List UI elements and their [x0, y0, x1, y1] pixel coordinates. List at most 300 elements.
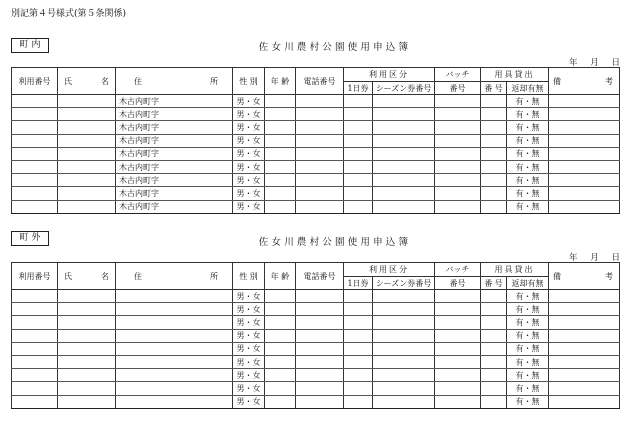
header-rental-no: [481, 277, 507, 290]
table-row: [12, 108, 620, 121]
season-ticket-cell[interactable]: [373, 303, 435, 316]
gender-cell: 男・女: [233, 316, 265, 329]
table-row: [12, 200, 620, 213]
phone-cell[interactable]: [296, 174, 344, 187]
phone-cell[interactable]: [296, 342, 344, 355]
rental-no-cell[interactable]: [481, 134, 507, 147]
header-badge-no: [435, 277, 481, 290]
one-day-ticket-cell[interactable]: [344, 290, 373, 303]
remarks-cell[interactable]: [549, 121, 620, 134]
remarks-cell[interactable]: [549, 342, 620, 355]
phone-cell[interactable]: [296, 160, 344, 173]
age-cell[interactable]: [265, 395, 296, 408]
address-cell: 木古内町字: [116, 108, 233, 121]
user-no-cell[interactable]: [12, 303, 58, 316]
badge-no-cell[interactable]: [435, 316, 481, 329]
age-cell[interactable]: [265, 290, 296, 303]
season-ticket-cell[interactable]: [373, 316, 435, 329]
remarks-cell[interactable]: [549, 369, 620, 382]
name-cell[interactable]: [58, 187, 116, 200]
phone-cell[interactable]: [296, 134, 344, 147]
phone-cell[interactable]: [296, 95, 344, 108]
gender-cell: 男・女: [233, 108, 265, 121]
user-no-cell[interactable]: [12, 95, 58, 108]
header-age: [265, 68, 296, 95]
season-ticket-cell[interactable]: [373, 95, 435, 108]
table-row: [12, 174, 620, 187]
headers-season-text: シーズン券番号: [375, 83, 432, 93]
table-row: [12, 316, 620, 329]
header-badge: [435, 263, 481, 277]
return-status-cell: 有・無: [507, 147, 549, 160]
user-no-cell[interactable]: [12, 174, 58, 187]
age-cell[interactable]: [265, 355, 296, 368]
table-row: [12, 303, 620, 316]
season-ticket-cell[interactable]: [373, 382, 435, 395]
name-cell[interactable]: [58, 174, 116, 187]
headers-rental-group-text: 用具貸出: [494, 265, 535, 274]
address-cell: [116, 290, 233, 303]
phone-cell[interactable]: [296, 147, 344, 160]
rental-no-cell[interactable]: [481, 303, 507, 316]
header-user-no: [12, 68, 58, 95]
user-no-cell[interactable]: [12, 382, 58, 395]
name-cell[interactable]: [58, 395, 116, 408]
headers-name-1-text: 氏: [64, 76, 72, 86]
one-day-ticket-cell[interactable]: [344, 134, 373, 147]
zone-label-text: 町外: [19, 233, 44, 243]
season-ticket-cell[interactable]: [373, 121, 435, 134]
gender-cell: 男・女: [233, 160, 265, 173]
zone-label: [11, 38, 49, 53]
address-cell: 木古内町字: [116, 134, 233, 147]
gender-cell: 男・女: [233, 147, 265, 160]
age-cell[interactable]: [265, 382, 296, 395]
rental-no-cell[interactable]: [481, 160, 507, 173]
name-cell[interactable]: [58, 290, 116, 303]
one-day-ticket-cell[interactable]: [344, 160, 373, 173]
phone-cell[interactable]: [296, 200, 344, 213]
rental-no-cell[interactable]: [481, 382, 507, 395]
rental-no-cell[interactable]: [481, 147, 507, 160]
age-cell[interactable]: [265, 369, 296, 382]
return-status-cell: 有・無: [507, 355, 549, 368]
header-one-day-ticket: [344, 82, 373, 95]
rental-no-cell[interactable]: [481, 187, 507, 200]
name-cell[interactable]: [58, 382, 116, 395]
age-cell[interactable]: [265, 329, 296, 342]
name-cell[interactable]: [58, 134, 116, 147]
gender-cell: 男・女: [233, 200, 265, 213]
gender-cell: 男・女: [233, 329, 265, 342]
year-label: 年: [569, 253, 578, 263]
header-badge: [435, 68, 481, 82]
table-row: [12, 355, 620, 368]
return-status-cell: 有・無: [507, 108, 549, 121]
age-cell[interactable]: [265, 342, 296, 355]
register-table: [11, 262, 620, 409]
header-return-status: [507, 82, 549, 95]
badge-no-cell[interactable]: [435, 134, 481, 147]
remarks-cell[interactable]: [549, 200, 620, 213]
badge-no-cell[interactable]: [435, 329, 481, 342]
header-equipment-rental: [481, 68, 549, 82]
one-day-ticket-cell[interactable]: [344, 395, 373, 408]
phone-cell[interactable]: [296, 329, 344, 342]
headers-name-2-text: 名: [101, 76, 109, 86]
season-ticket-cell[interactable]: [373, 108, 435, 121]
header-badge-no: [435, 82, 481, 95]
table-row: [12, 95, 620, 108]
headers-gender-text: 性 別: [239, 271, 258, 281]
remarks-cell[interactable]: [549, 329, 620, 342]
form-caption: 別記第４号様式(第５条関係): [11, 9, 127, 19]
season-ticket-cell[interactable]: [373, 395, 435, 408]
return-status-cell: 有・無: [507, 342, 549, 355]
table-row: [12, 342, 620, 355]
return-status-cell: 有・無: [507, 174, 549, 187]
headers-addr-2-text: 所: [210, 76, 218, 86]
headers-gender-text: 性 別: [239, 76, 258, 86]
age-cell[interactable]: [265, 316, 296, 329]
headers-phone-text: 電話番号: [303, 271, 336, 281]
address-cell: 木古内町字: [116, 200, 233, 213]
user-no-cell[interactable]: [12, 147, 58, 160]
header-season-ticket-no: [373, 277, 435, 290]
headers-name-2-text: 名: [101, 271, 109, 281]
one-day-ticket-cell[interactable]: [344, 121, 373, 134]
name-cell[interactable]: [58, 329, 116, 342]
table-row: [12, 329, 620, 342]
remarks-cell[interactable]: [549, 355, 620, 368]
badge-no-cell[interactable]: [435, 342, 481, 355]
header-remarks: [549, 68, 620, 95]
remarks-cell[interactable]: [549, 108, 620, 121]
age-cell[interactable]: [265, 303, 296, 316]
address-cell: [116, 395, 233, 408]
header-usage-category: [344, 68, 435, 82]
one-day-ticket-cell[interactable]: [344, 108, 373, 121]
return-status-cell: 有・無: [507, 316, 549, 329]
header-season-ticket-no: [373, 82, 435, 95]
gender-cell: 男・女: [233, 342, 265, 355]
remarks-cell[interactable]: [549, 303, 620, 316]
headers-return-text: 返却有無: [511, 83, 544, 93]
season-ticket-cell[interactable]: [373, 187, 435, 200]
header-gender: [233, 263, 265, 290]
title-text: 佐女川農村公園使用申込簿: [258, 42, 412, 53]
badge-no-cell[interactable]: [435, 174, 481, 187]
zone-label-text: 町内: [19, 40, 44, 50]
address-cell: 木古内町字: [116, 147, 233, 160]
badge-no-cell[interactable]: [435, 382, 481, 395]
remarks-cell[interactable]: [549, 134, 620, 147]
return-status-cell: 有・無: [507, 160, 549, 173]
rental-no-cell[interactable]: [481, 108, 507, 121]
one-day-ticket-cell[interactable]: [344, 316, 373, 329]
headers-badge-1-text: バッチ: [445, 265, 470, 274]
gender-cell: 男・女: [233, 290, 265, 303]
phone-cell[interactable]: [296, 369, 344, 382]
remarks-cell[interactable]: [549, 382, 620, 395]
title-text: 佐女川農村公園使用申込簿: [258, 237, 412, 248]
user-no-cell[interactable]: [12, 134, 58, 147]
header-usage-category: [344, 263, 435, 277]
age-cell[interactable]: [265, 95, 296, 108]
name-cell[interactable]: [58, 121, 116, 134]
gender-cell: 男・女: [233, 382, 265, 395]
gender-cell: 男・女: [233, 369, 265, 382]
remarks-cell[interactable]: [549, 95, 620, 108]
rental-no-cell[interactable]: [481, 395, 507, 408]
return-status-cell: 有・無: [507, 303, 549, 316]
badge-no-cell[interactable]: [435, 303, 481, 316]
one-day-ticket-cell[interactable]: [344, 382, 373, 395]
rental-no-cell[interactable]: [481, 174, 507, 187]
headers-remarks-2-text: 考: [605, 76, 613, 86]
user-no-cell[interactable]: [12, 121, 58, 134]
zone-label: [11, 231, 49, 246]
return-status-cell: 有・無: [507, 121, 549, 134]
address-cell: 木古内町字: [116, 187, 233, 200]
headers-rental-group-text: 用具貸出: [494, 70, 535, 79]
season-ticket-cell[interactable]: [373, 200, 435, 213]
headers-age-text: 年 齢: [270, 76, 290, 86]
rental-no-cell[interactable]: [481, 316, 507, 329]
headers-one-day-text: 1日券: [347, 83, 369, 93]
name-cell[interactable]: [58, 160, 116, 173]
one-day-ticket-cell[interactable]: [344, 147, 373, 160]
user-no-cell[interactable]: [12, 329, 58, 342]
one-day-ticket-cell[interactable]: [344, 95, 373, 108]
badge-no-cell[interactable]: [435, 147, 481, 160]
badge-no-cell[interactable]: [435, 200, 481, 213]
one-day-ticket-cell[interactable]: [344, 355, 373, 368]
name-cell[interactable]: [58, 95, 116, 108]
day-label: 日: [611, 253, 620, 263]
year-label: 年: [569, 58, 578, 68]
header-address: [116, 68, 233, 95]
phone-cell[interactable]: [296, 187, 344, 200]
gender-cell: 男・女: [233, 121, 265, 134]
return-status-cell: 有・無: [507, 187, 549, 200]
season-ticket-cell[interactable]: [373, 134, 435, 147]
age-cell[interactable]: [265, 121, 296, 134]
season-ticket-cell[interactable]: [373, 329, 435, 342]
badge-no-cell[interactable]: [435, 355, 481, 368]
user-no-cell[interactable]: [12, 355, 58, 368]
badge-no-cell[interactable]: [435, 290, 481, 303]
address-cell: [116, 369, 233, 382]
user-no-cell[interactable]: [12, 369, 58, 382]
rental-no-cell[interactable]: [481, 290, 507, 303]
age-cell[interactable]: [265, 160, 296, 173]
month-label: 月: [590, 58, 599, 68]
header-phone: [296, 68, 344, 95]
age-cell[interactable]: [265, 200, 296, 213]
table-row: [12, 290, 620, 303]
remarks-cell[interactable]: [549, 147, 620, 160]
headers-rental-no-text: 番 号: [484, 83, 503, 93]
season-ticket-cell[interactable]: [373, 160, 435, 173]
badge-no-cell[interactable]: [435, 108, 481, 121]
table-row: [12, 147, 620, 160]
user-no-cell[interactable]: [12, 290, 58, 303]
headers-remarks-2-text: 考: [605, 271, 613, 281]
one-day-ticket-cell[interactable]: [344, 174, 373, 187]
headers-age-text: 年 齢: [270, 271, 290, 281]
one-day-ticket-cell[interactable]: [344, 187, 373, 200]
season-ticket-cell[interactable]: [373, 369, 435, 382]
headers-name-1-text: 氏: [64, 271, 72, 281]
phone-cell[interactable]: [296, 121, 344, 134]
rental-no-cell[interactable]: [481, 200, 507, 213]
rental-no-cell[interactable]: [481, 121, 507, 134]
headers-season-text: シーズン券番号: [375, 278, 432, 288]
return-status-cell: 有・無: [507, 329, 549, 342]
season-ticket-cell[interactable]: [373, 290, 435, 303]
address-cell: 木古内町字: [116, 160, 233, 173]
register-title: [230, 39, 440, 53]
return-status-cell: 有・無: [507, 200, 549, 213]
user-no-cell[interactable]: [12, 108, 58, 121]
name-cell[interactable]: [58, 303, 116, 316]
phone-cell[interactable]: [296, 303, 344, 316]
headers-remarks-1-text: 備: [553, 271, 561, 281]
name-cell[interactable]: [58, 316, 116, 329]
remarks-cell[interactable]: [549, 290, 620, 303]
register-title: [230, 234, 440, 248]
user-no-cell[interactable]: [12, 200, 58, 213]
badge-no-cell[interactable]: [435, 160, 481, 173]
badge-no-cell[interactable]: [435, 121, 481, 134]
header-return-status: [507, 277, 549, 290]
season-ticket-cell[interactable]: [373, 342, 435, 355]
headers-rental-no-text: 番 号: [484, 278, 503, 288]
gender-cell: 男・女: [233, 95, 265, 108]
user-no-cell[interactable]: [12, 342, 58, 355]
headers-usage-group-text: 利用区分: [369, 70, 409, 79]
phone-cell[interactable]: [296, 355, 344, 368]
table-row: [12, 382, 620, 395]
return-status-cell: 有・無: [507, 134, 549, 147]
user-no-cell[interactable]: [12, 395, 58, 408]
age-cell[interactable]: [265, 174, 296, 187]
phone-cell[interactable]: [296, 382, 344, 395]
badge-no-cell[interactable]: [435, 95, 481, 108]
one-day-ticket-cell[interactable]: [344, 329, 373, 342]
name-cell[interactable]: [58, 342, 116, 355]
address-cell: [116, 316, 233, 329]
rental-no-cell[interactable]: [481, 95, 507, 108]
name-cell[interactable]: [58, 108, 116, 121]
remarks-cell[interactable]: [549, 316, 620, 329]
address-cell: [116, 303, 233, 316]
header-age: [265, 263, 296, 290]
name-cell[interactable]: [58, 200, 116, 213]
table-row: [12, 121, 620, 134]
gender-cell: 男・女: [233, 187, 265, 200]
remarks-cell[interactable]: [549, 174, 620, 187]
day-label: 日: [611, 58, 620, 68]
age-cell[interactable]: [265, 187, 296, 200]
name-cell[interactable]: [58, 147, 116, 160]
register-table: [11, 67, 620, 214]
age-cell[interactable]: [265, 134, 296, 147]
badge-no-cell[interactable]: [435, 395, 481, 408]
headers-addr-1-text: 住: [134, 271, 142, 281]
address-cell: 木古内町字: [116, 95, 233, 108]
headers-badge-2-text: 番号: [449, 83, 466, 93]
badge-no-cell[interactable]: [435, 187, 481, 200]
one-day-ticket-cell[interactable]: [344, 303, 373, 316]
remarks-cell[interactable]: [549, 160, 620, 173]
address-cell: [116, 382, 233, 395]
header-rental-no: [481, 82, 507, 95]
headers-remarks-1-text: 備: [553, 76, 561, 86]
name-cell[interactable]: [58, 355, 116, 368]
rental-no-cell[interactable]: [481, 355, 507, 368]
user-no-cell[interactable]: [12, 160, 58, 173]
header-remarks: [549, 263, 620, 290]
table-row: [12, 187, 620, 200]
phone-cell[interactable]: [296, 108, 344, 121]
rental-no-cell[interactable]: [481, 329, 507, 342]
table-row: [12, 134, 620, 147]
table-row: [12, 395, 620, 408]
season-ticket-cell[interactable]: [373, 174, 435, 187]
age-cell[interactable]: [265, 108, 296, 121]
phone-cell[interactable]: [296, 316, 344, 329]
headers-badge-2-text: 番号: [449, 278, 466, 288]
return-status-cell: 有・無: [507, 395, 549, 408]
headers-user-no-text: 利用番号: [18, 76, 51, 86]
rental-no-cell[interactable]: [481, 342, 507, 355]
header-phone: [296, 263, 344, 290]
headers-phone-text: 電話番号: [303, 76, 336, 86]
address-cell: [116, 329, 233, 342]
header-gender: [233, 68, 265, 95]
phone-cell[interactable]: [296, 395, 344, 408]
one-day-ticket-cell[interactable]: [344, 200, 373, 213]
name-cell[interactable]: [58, 369, 116, 382]
header-user-no: [12, 263, 58, 290]
return-status-cell: 有・無: [507, 95, 549, 108]
season-ticket-cell[interactable]: [373, 355, 435, 368]
phone-cell[interactable]: [296, 290, 344, 303]
user-no-cell[interactable]: [12, 187, 58, 200]
remarks-cell[interactable]: [549, 395, 620, 408]
badge-no-cell[interactable]: [435, 369, 481, 382]
rental-no-cell[interactable]: [481, 369, 507, 382]
return-status-cell: 有・無: [507, 382, 549, 395]
header-one-day-ticket: [344, 277, 373, 290]
table-row: [12, 369, 620, 382]
one-day-ticket-cell[interactable]: [344, 369, 373, 382]
remarks-cell[interactable]: [549, 187, 620, 200]
one-day-ticket-cell[interactable]: [344, 342, 373, 355]
header-equipment-rental: [481, 263, 549, 277]
season-ticket-cell[interactable]: [373, 147, 435, 160]
user-no-cell[interactable]: [12, 316, 58, 329]
headers-one-day-text: 1日券: [347, 278, 369, 288]
month-label: 月: [590, 253, 599, 263]
header-name: [58, 263, 116, 290]
table-row: [12, 160, 620, 173]
gender-cell: 男・女: [233, 395, 265, 408]
age-cell[interactable]: [265, 147, 296, 160]
return-status-cell: 有・無: [507, 290, 549, 303]
